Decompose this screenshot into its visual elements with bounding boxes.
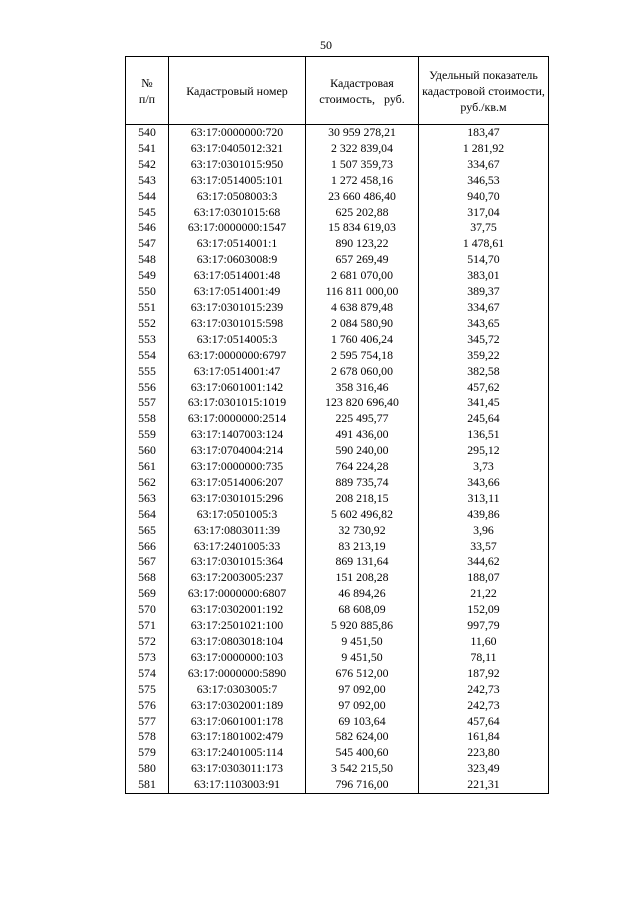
cadastral-number-cell: 63:17:0301015:296: [169, 491, 306, 507]
table-row: [126, 380, 549, 396]
cadastral-number-cell: 63:17:2401005:114: [169, 745, 306, 761]
cadastral-value-cell: 491 436,00: [306, 427, 419, 443]
cadastral-number-cell: 63:17:0000000:1547: [169, 220, 306, 236]
table-row: [126, 634, 549, 650]
cadastral-number-cell: 63:17:0000000:6807: [169, 586, 306, 602]
table-row: [126, 666, 549, 682]
cadastral-value-cell: 23 660 486,40: [306, 189, 419, 205]
page-number: 50: [320, 38, 332, 52]
row-number-cell: 556: [126, 380, 169, 396]
specific-index-cell: 313,11: [419, 491, 549, 507]
cadastral-value-cell: 1 507 359,73: [306, 157, 419, 173]
row-number-cell: 543: [126, 173, 169, 189]
specific-index-cell: 78,11: [419, 650, 549, 666]
cadastral-number-cell: 63:17:0000000:735: [169, 459, 306, 475]
row-number-cell: 564: [126, 507, 169, 523]
cadastral-value-cell: 83 213,19: [306, 539, 419, 555]
cadastral-number-cell: 63:17:0303005:7: [169, 682, 306, 698]
header-num: [126, 57, 169, 125]
specific-index-cell: 343,66: [419, 475, 549, 491]
row-number-cell: 563: [126, 491, 169, 507]
cadastral-number-cell: 63:17:0000000:103: [169, 650, 306, 666]
cadastral-value-cell: 225 495,77: [306, 411, 419, 427]
specific-index-cell: 514,70: [419, 252, 549, 268]
header-num-label: № п/п: [138, 75, 156, 106]
row-number-cell: 565: [126, 523, 169, 539]
header-cadastral-value-label: Кадастровая стоимость, руб.: [319, 75, 405, 106]
row-number-cell: 553: [126, 332, 169, 348]
row-number-cell: 559: [126, 427, 169, 443]
row-number-cell: 544: [126, 189, 169, 205]
specific-index-cell: 223,80: [419, 745, 549, 761]
cadastral-number-cell: 63:17:0514006:207: [169, 475, 306, 491]
cadastral-value-cell: 30 959 278,21: [306, 125, 419, 141]
cadastral-number-cell: 63:17:0514001:1: [169, 236, 306, 252]
table-row: [126, 236, 549, 252]
table-row: [126, 252, 549, 268]
table-row: [126, 189, 549, 205]
row-number-cell: 576: [126, 698, 169, 714]
header-row: [126, 57, 549, 125]
cadastral-number-cell: 63:17:0803011:39: [169, 523, 306, 539]
cadastral-value-cell: 2 681 070,00: [306, 268, 419, 284]
row-number-cell: 570: [126, 602, 169, 618]
cadastral-number-cell: 63:17:0601001:178: [169, 714, 306, 730]
row-number-cell: 573: [126, 650, 169, 666]
table-row: [126, 300, 549, 316]
cadastral-number-cell: 63:17:0508003:3: [169, 189, 306, 205]
specific-index-cell: 188,07: [419, 570, 549, 586]
row-number-cell: 550: [126, 284, 169, 300]
table-row: [126, 173, 549, 189]
row-number-cell: 579: [126, 745, 169, 761]
row-number-cell: 572: [126, 634, 169, 650]
cadastral-number-cell: 63:17:0603008:9: [169, 252, 306, 268]
row-number-cell: 562: [126, 475, 169, 491]
cadastral-value-cell: 9 451,50: [306, 650, 419, 666]
specific-index-cell: 359,22: [419, 348, 549, 364]
cadastral-value-cell: 151 208,28: [306, 570, 419, 586]
specific-index-cell: 341,45: [419, 395, 549, 411]
row-number-cell: 551: [126, 300, 169, 316]
cadastral-number-cell: 63:17:0803018:104: [169, 634, 306, 650]
cadastral-number-cell: 63:17:0303011:173: [169, 761, 306, 777]
table-row: [126, 539, 549, 555]
row-number-cell: 561: [126, 459, 169, 475]
cadastral-number-cell: 63:17:2003005:237: [169, 570, 306, 586]
specific-index-cell: 136,51: [419, 427, 549, 443]
cadastral-value-cell: 1 272 458,16: [306, 173, 419, 189]
table-row: [126, 698, 549, 714]
cadastral-value-cell: 2 084 580,90: [306, 316, 419, 332]
row-number-cell: 555: [126, 364, 169, 380]
table-row: [126, 729, 549, 745]
table-header: [126, 57, 549, 125]
cadastral-value-cell: 764 224,28: [306, 459, 419, 475]
table-row: [126, 650, 549, 666]
table-row: [126, 157, 549, 173]
cadastral-value-cell: 123 820 696,40: [306, 395, 419, 411]
specific-index-cell: 323,49: [419, 761, 549, 777]
table-row: [126, 459, 549, 475]
table-row: [126, 395, 549, 411]
cadastral-value-cell: 2 678 060,00: [306, 364, 419, 380]
specific-index-cell: 383,01: [419, 268, 549, 284]
table-row: [126, 554, 549, 570]
row-number-cell: 552: [126, 316, 169, 332]
cadastral-value-cell: 116 811 000,00: [306, 284, 419, 300]
cadastral-value-cell: 358 316,46: [306, 380, 419, 396]
specific-index-cell: 334,67: [419, 157, 549, 173]
cadastral-number-cell: 63:17:2501021:100: [169, 618, 306, 634]
row-number-cell: 546: [126, 220, 169, 236]
cadastral-value-cell: 15 834 619,03: [306, 220, 419, 236]
row-number-cell: 542: [126, 157, 169, 173]
row-number-cell: 557: [126, 395, 169, 411]
specific-index-cell: 317,04: [419, 205, 549, 221]
row-number-cell: 577: [126, 714, 169, 730]
cadastral-value-cell: 2 595 754,18: [306, 348, 419, 364]
specific-index-cell: 3,96: [419, 523, 549, 539]
header-specific-index-label: Удельный показатель кадастровой стоимости, руб./кв.м: [422, 67, 545, 114]
cadastral-value-cell: 545 400,60: [306, 745, 419, 761]
header-cadastral-value: [306, 57, 419, 125]
cadastral-number-cell: 63:17:0301015:598: [169, 316, 306, 332]
cadastral-value-cell: 1 760 406,24: [306, 332, 419, 348]
row-number-cell: 540: [126, 125, 169, 141]
table-row: [126, 523, 549, 539]
cadastral-number-cell: 63:17:0000000:720: [169, 125, 306, 141]
cadastral-number-cell: 63:17:0000000:5890: [169, 666, 306, 682]
table-row: [126, 602, 549, 618]
row-number-cell: 554: [126, 348, 169, 364]
table-row: [126, 316, 549, 332]
cadastral-value-cell: 208 218,15: [306, 491, 419, 507]
cadastral-number-cell: 63:17:0405012:321: [169, 141, 306, 157]
specific-index-cell: 346,53: [419, 173, 549, 189]
specific-index-cell: 221,31: [419, 777, 549, 793]
row-number-cell: 545: [126, 205, 169, 221]
row-number-cell: 569: [126, 586, 169, 602]
specific-index-cell: 21,22: [419, 586, 549, 602]
cadastral-number-cell: 63:17:0301015:68: [169, 205, 306, 221]
specific-index-cell: 11,60: [419, 634, 549, 650]
row-number-cell: 568: [126, 570, 169, 586]
row-number-cell: 571: [126, 618, 169, 634]
row-number-cell: 567: [126, 554, 169, 570]
table-row: [126, 364, 549, 380]
cadastral-number-cell: 63:17:0301015:950: [169, 157, 306, 173]
cadastral-number-cell: 63:17:2401005:33: [169, 539, 306, 555]
row-number-cell: 560: [126, 443, 169, 459]
row-number-cell: 581: [126, 777, 169, 793]
row-number-cell: 580: [126, 761, 169, 777]
specific-index-cell: 33,57: [419, 539, 549, 555]
cadastral-number-cell: 63:17:0301015:239: [169, 300, 306, 316]
specific-index-cell: 457,62: [419, 380, 549, 396]
cadastral-number-cell: 63:17:0302001:189: [169, 698, 306, 714]
table-row: [126, 761, 549, 777]
table-row: [126, 570, 549, 586]
specific-index-cell: 245,64: [419, 411, 549, 427]
specific-index-cell: 1 478,61: [419, 236, 549, 252]
table-row: [126, 220, 549, 236]
row-number-cell: 541: [126, 141, 169, 157]
cadastral-value-cell: 4 638 879,48: [306, 300, 419, 316]
cadastral-value-cell: 890 123,22: [306, 236, 419, 252]
specific-index-cell: 242,73: [419, 698, 549, 714]
cadastral-number-cell: 63:17:0302001:192: [169, 602, 306, 618]
row-number-cell: 549: [126, 268, 169, 284]
specific-index-cell: 152,09: [419, 602, 549, 618]
cadastral-number-cell: 63:17:1407003:124: [169, 427, 306, 443]
specific-index-cell: 334,67: [419, 300, 549, 316]
table-row: [126, 205, 549, 221]
cadastral-value-cell: 69 103,64: [306, 714, 419, 730]
cadastral-number-cell: 63:17:0000000:6797: [169, 348, 306, 364]
row-number-cell: 548: [126, 252, 169, 268]
specific-index-cell: 1 281,92: [419, 141, 549, 157]
cadastral-value-table: [125, 56, 549, 794]
row-number-cell: 574: [126, 666, 169, 682]
cadastral-number-cell: 63:17:0501005:3: [169, 507, 306, 523]
cadastral-number-cell: 63:17:0514005:3: [169, 332, 306, 348]
specific-index-cell: 242,73: [419, 682, 549, 698]
table-row: [126, 618, 549, 634]
table-row: [126, 141, 549, 157]
specific-index-cell: 183,47: [419, 125, 549, 141]
table-row: [126, 682, 549, 698]
specific-index-cell: 3,73: [419, 459, 549, 475]
table-row: [126, 586, 549, 602]
cadastral-number-cell: 63:17:0704004:214: [169, 443, 306, 459]
cadastral-value-cell: 32 730,92: [306, 523, 419, 539]
cadastral-value-cell: 657 269,49: [306, 252, 419, 268]
cadastral-number-cell: 63:17:0301015:364: [169, 554, 306, 570]
table-row: [126, 714, 549, 730]
cadastral-number-cell: 63:17:0301015:1019: [169, 395, 306, 411]
header-cadastral-number: Кадастровый номер: [169, 57, 306, 125]
row-number-cell: 575: [126, 682, 169, 698]
cadastral-value-cell: 5 920 885,86: [306, 618, 419, 634]
row-number-cell: 578: [126, 729, 169, 745]
cadastral-value-cell: 46 894,26: [306, 586, 419, 602]
specific-index-cell: 389,37: [419, 284, 549, 300]
table-row: [126, 507, 549, 523]
specific-index-cell: 997,79: [419, 618, 549, 634]
cadastral-value-cell: 97 092,00: [306, 682, 419, 698]
specific-index-cell: 161,84: [419, 729, 549, 745]
cadastral-value-cell: 869 131,64: [306, 554, 419, 570]
cadastral-value-cell: 5 602 496,82: [306, 507, 419, 523]
specific-index-cell: 345,72: [419, 332, 549, 348]
table-row: [126, 125, 549, 141]
cadastral-number-cell: 63:17:1103003:91: [169, 777, 306, 793]
cadastral-value-cell: 2 322 839,04: [306, 141, 419, 157]
cadastral-value-cell: 796 716,00: [306, 777, 419, 793]
cadastral-number-cell: 63:17:0514001:48: [169, 268, 306, 284]
specific-index-cell: 344,62: [419, 554, 549, 570]
table-row: [126, 268, 549, 284]
table-row: [126, 427, 549, 443]
cadastral-number-cell: 63:17:1801002:479: [169, 729, 306, 745]
row-number-cell: 547: [126, 236, 169, 252]
table-row: [126, 777, 549, 793]
cadastral-value-cell: 97 092,00: [306, 698, 419, 714]
table-row: [126, 411, 549, 427]
table-row: [126, 284, 549, 300]
table-row: [126, 332, 549, 348]
cadastral-value-cell: 889 735,74: [306, 475, 419, 491]
cadastral-value-cell: 582 624,00: [306, 729, 419, 745]
cadastral-number-cell: 63:17:0514001:49: [169, 284, 306, 300]
header-specific-index: [419, 57, 549, 125]
table-row: [126, 475, 549, 491]
cadastral-value-cell: 9 451,50: [306, 634, 419, 650]
table-row: [126, 443, 549, 459]
cadastral-number-cell: 63:17:0000000:2514: [169, 411, 306, 427]
specific-index-cell: 343,65: [419, 316, 549, 332]
specific-index-cell: 295,12: [419, 443, 549, 459]
row-number-cell: 558: [126, 411, 169, 427]
table-row: [126, 348, 549, 364]
cadastral-value-cell: 676 512,00: [306, 666, 419, 682]
specific-index-cell: 457,64: [419, 714, 549, 730]
row-number-cell: 566: [126, 539, 169, 555]
cadastral-number-cell: 63:17:0601001:142: [169, 380, 306, 396]
specific-index-cell: 37,75: [419, 220, 549, 236]
cadastral-value-cell: 625 202,88: [306, 205, 419, 221]
table-row: [126, 491, 549, 507]
specific-index-cell: 439,86: [419, 507, 549, 523]
cadastral-value-cell: 68 608,09: [306, 602, 419, 618]
cadastral-value-cell: 3 542 215,50: [306, 761, 419, 777]
cadastral-number-cell: 63:17:0514001:47: [169, 364, 306, 380]
specific-index-cell: 382,58: [419, 364, 549, 380]
cadastral-value-cell: 590 240,00: [306, 443, 419, 459]
table-row: [126, 745, 549, 761]
specific-index-cell: 940,70: [419, 189, 549, 205]
table-body: [126, 125, 549, 794]
cadastral-number-cell: 63:17:0514005:101: [169, 173, 306, 189]
specific-index-cell: 187,92: [419, 666, 549, 682]
